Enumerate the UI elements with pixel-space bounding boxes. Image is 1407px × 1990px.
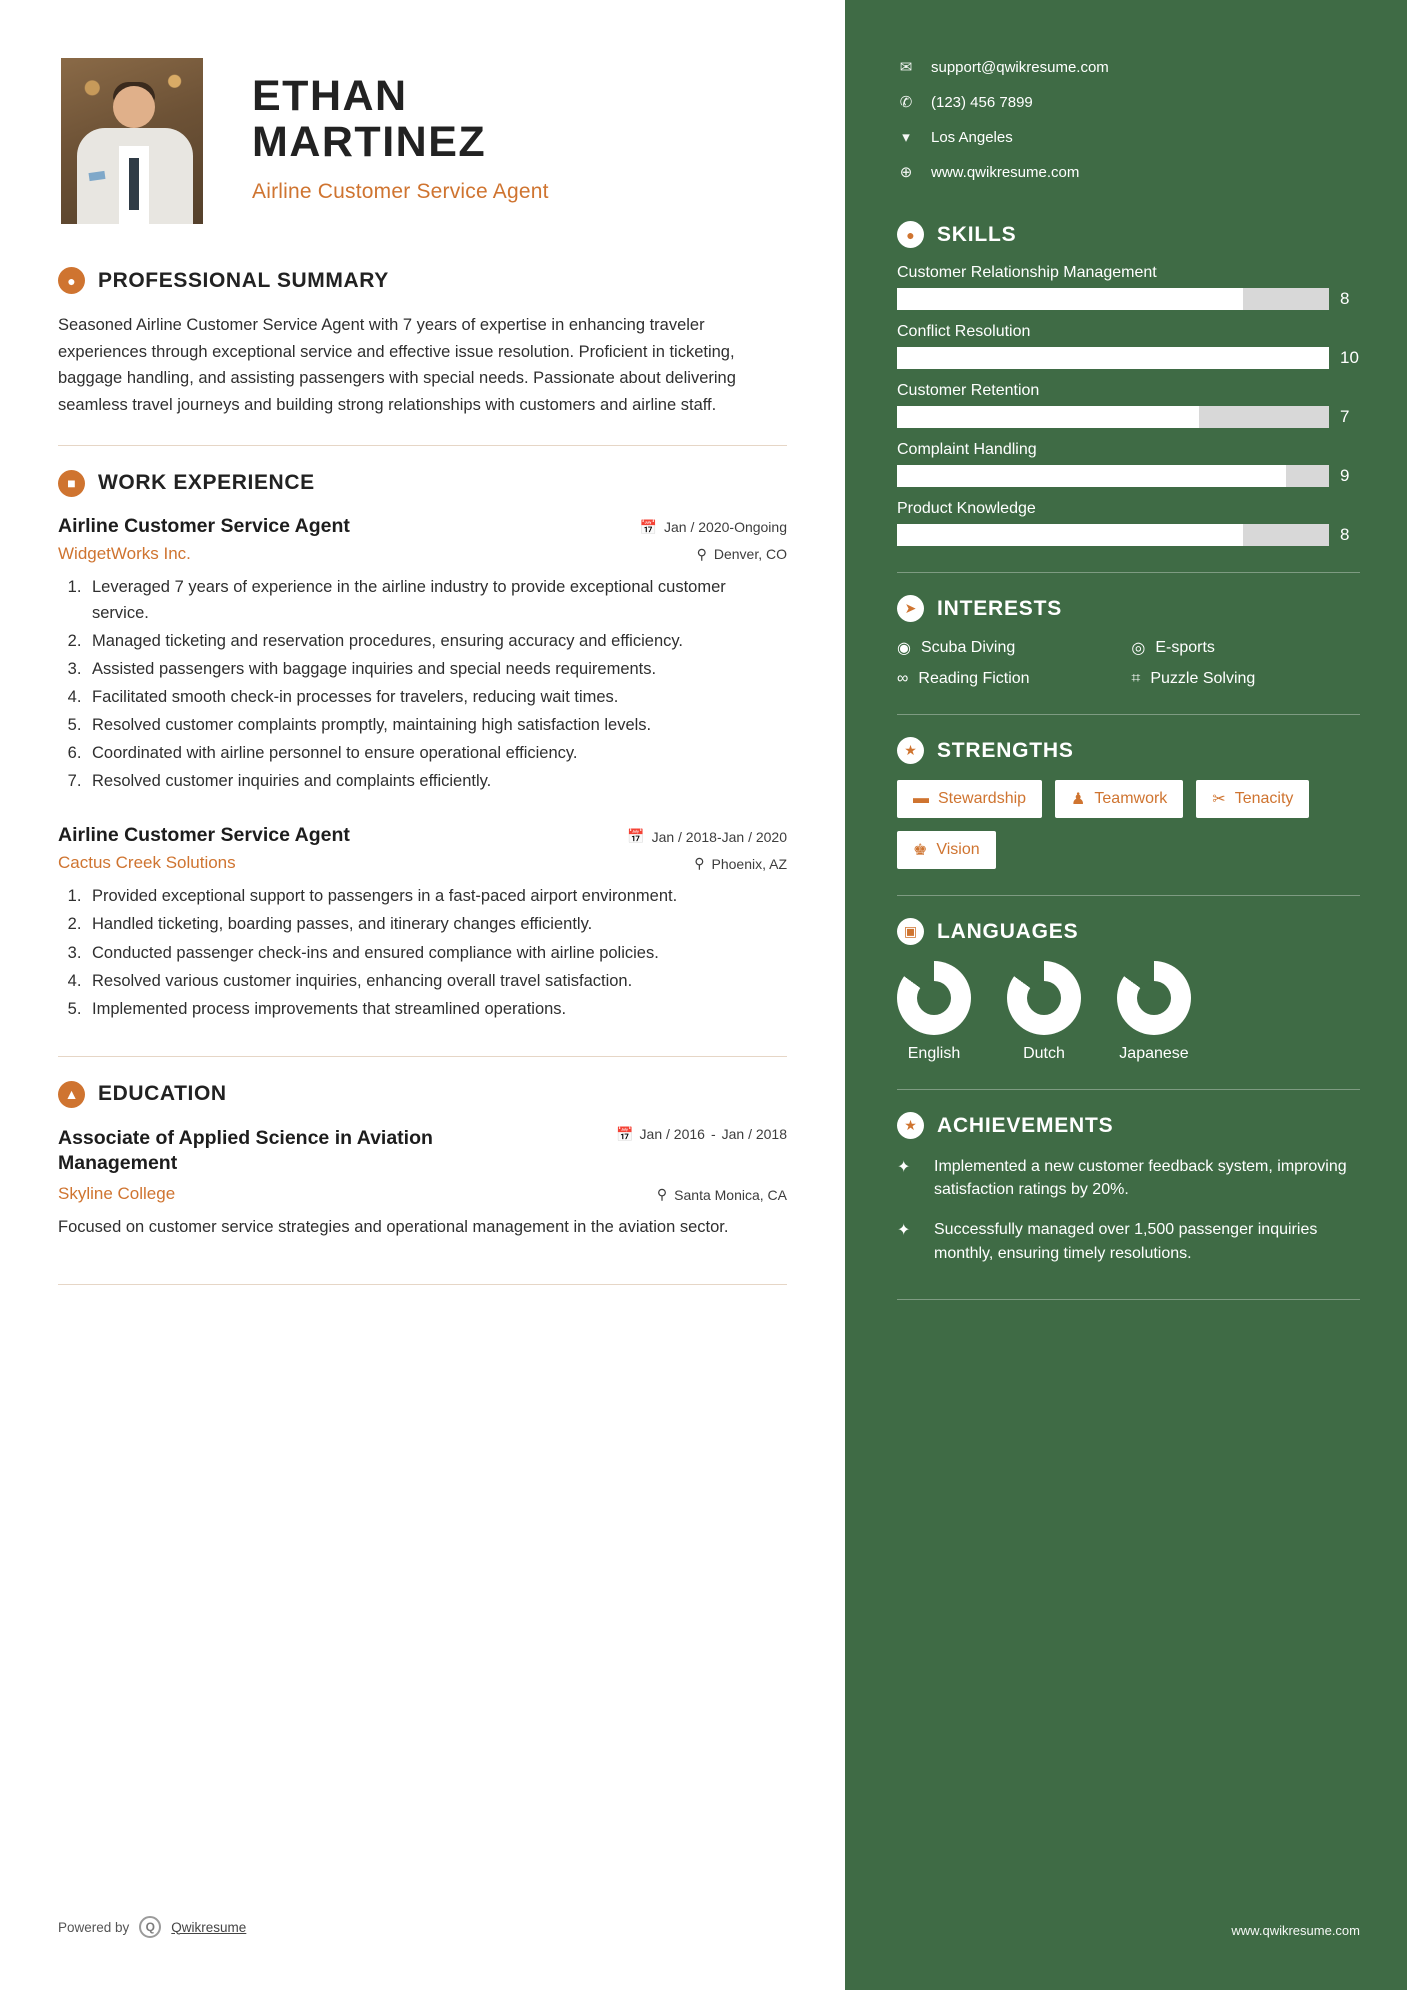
- strength-item: [897, 780, 1042, 818]
- language-item: [897, 961, 971, 1063]
- strength-label: Tenacity: [1234, 790, 1294, 807]
- education-degree: Associate of Applied Science in Aviation Management: [58, 1126, 433, 1175]
- education-date-separator: -: [710, 1126, 716, 1143]
- job-bullets: [86, 883, 787, 1021]
- location-pin-icon: ▾: [902, 129, 910, 146]
- languages-section: [897, 918, 1360, 1063]
- interests-list: [897, 638, 1360, 688]
- skills-section: [897, 221, 1360, 546]
- lightbulb-icon: ●: [897, 221, 924, 248]
- language-progress-donut: [1007, 961, 1081, 1035]
- skills-title: SKILLS: [937, 222, 1017, 246]
- job-dates-wrap: [627, 828, 787, 845]
- divider: [897, 1089, 1360, 1090]
- user-icon: ●: [58, 267, 85, 294]
- strength-item: [1196, 780, 1309, 818]
- name-block: [252, 55, 549, 204]
- education-date-start: Jan / 2016: [639, 1125, 705, 1142]
- skill-bar: [897, 465, 1329, 487]
- contact-email-value: support@qwikresume.com: [931, 58, 1109, 76]
- interests-title: INTERESTS: [937, 596, 1063, 620]
- languages-title: LANGUAGES: [937, 919, 1079, 943]
- skill-bar: [897, 524, 1329, 546]
- list-item: 4. Facilitated smooth check-in processes for travelers, reducing wait times.: [86, 684, 787, 710]
- divider: [58, 1284, 787, 1285]
- job-company: Cactus Creek Solutions: [58, 853, 236, 873]
- award-icon: ✦: [897, 1159, 911, 1176]
- divider: [897, 572, 1360, 573]
- list-item: 2. Managed ticketing and reservation procedures, ensuring accuracy and efficiency.: [86, 628, 787, 654]
- skill-label: Conflict Resolution: [897, 323, 1031, 340]
- people-icon: ♟: [1071, 791, 1086, 808]
- divider: [58, 445, 787, 446]
- strength-label: Vision: [936, 841, 980, 858]
- list-item: 5. Resolved customer complaints promptly, maintaining high satisfaction levels.: [86, 712, 787, 738]
- contact-location: [897, 128, 1360, 146]
- strength-label: Teamwork: [1094, 790, 1168, 807]
- link-icon: ✂: [1212, 791, 1226, 808]
- skill-bar: [897, 288, 1329, 310]
- binoculars-icon: ♚: [913, 842, 928, 859]
- location-pin-icon: ⚲: [656, 1186, 668, 1203]
- education-title: EDUCATION: [98, 1082, 227, 1106]
- star-icon: ★: [897, 1112, 924, 1139]
- divider: [897, 1299, 1360, 1300]
- skill-item: [897, 382, 1360, 428]
- language-item: [1117, 961, 1191, 1063]
- envelope-icon: ✉: [899, 59, 913, 76]
- list-item: 5. Implemented process improvements that streamlined operations.: [86, 996, 787, 1022]
- work-item: [58, 515, 787, 795]
- book-icon: ∞: [897, 670, 909, 687]
- language-label: Dutch: [1023, 1045, 1065, 1062]
- contact-website[interactable]: [897, 163, 1360, 181]
- interest-item: [897, 670, 1105, 688]
- achievement-item: [897, 1218, 1360, 1264]
- job-dates-wrap: [640, 519, 787, 536]
- contact-location-value: Los Angeles: [931, 128, 1013, 146]
- interests-heading: [897, 595, 1360, 622]
- contact-website-value: www.qwikresume.com: [931, 163, 1080, 181]
- summary-title: PROFESSIONAL SUMMARY: [98, 268, 389, 292]
- language-label: Japanese: [1119, 1045, 1189, 1062]
- contact-email[interactable]: [897, 58, 1360, 76]
- list-item: 1. Leveraged 7 years of experience in the airline industry to provide exceptional customer service.: [86, 574, 787, 626]
- location-pin-icon: ⚲: [696, 545, 707, 562]
- strength-item: [897, 831, 996, 869]
- interest-item: [897, 638, 1105, 658]
- suitcase-icon: ▬: [913, 790, 929, 807]
- first-name: ETHAN: [252, 72, 408, 120]
- job-dates: Jan / 2018-Jan / 2020: [651, 828, 787, 845]
- skills-heading: [897, 221, 1360, 248]
- job-location-wrap: [697, 546, 787, 563]
- education-school: Skyline College: [58, 1184, 176, 1204]
- job-location-wrap: [694, 855, 787, 872]
- interest-item: [1131, 638, 1339, 658]
- work-item: [58, 824, 787, 1021]
- paper-plane-icon: ➤: [897, 595, 924, 622]
- skill-value: 10: [1340, 348, 1359, 367]
- resume-right-column: [845, 0, 1407, 1990]
- education-date-end: Jan / 2018: [721, 1125, 787, 1142]
- interest-item: [1131, 670, 1339, 688]
- job-location: Phoenix, AZ: [711, 855, 787, 872]
- graduation-cap-icon: ▲: [58, 1081, 85, 1108]
- interest-label: E-sports: [1155, 639, 1215, 656]
- work-heading: [58, 470, 787, 497]
- language-item: [1007, 961, 1081, 1063]
- languages-list: [897, 961, 1360, 1063]
- gamepad-icon: ◎: [1131, 640, 1146, 657]
- skill-label: Customer Retention: [897, 382, 1040, 399]
- qwikresume-logo-icon: Q: [139, 1916, 161, 1938]
- footer-website: www.qwikresume.com: [1231, 1923, 1360, 1938]
- location-pin-icon: ⚲: [694, 855, 705, 872]
- strength-label: Stewardship: [938, 790, 1027, 807]
- profile-photo: [58, 55, 206, 227]
- skill-label: Complaint Handling: [897, 441, 1037, 458]
- education-dates: [616, 1126, 787, 1144]
- education-location-wrap: [657, 1186, 787, 1203]
- achievements-section: [897, 1112, 1360, 1265]
- globe-icon: ⊕: [899, 164, 913, 181]
- achievement-text: Successfully managed over 1,500 passenger inquiries monthly, ensuring timely resolutions.: [934, 1221, 1318, 1262]
- job-role: Airline Customer Service Agent: [58, 514, 350, 537]
- skill-item: [897, 441, 1360, 487]
- job-bullets: [86, 574, 787, 795]
- fist-icon: ★: [897, 737, 924, 764]
- list-item: 3. Assisted passengers with baggage inquiries and special needs requirements.: [86, 656, 787, 682]
- job-role: Airline Customer Service Agent: [58, 824, 350, 847]
- language-progress-donut: [897, 961, 971, 1035]
- skill-label: Customer Relationship Management: [897, 264, 1157, 281]
- interest-label: Puzzle Solving: [1150, 670, 1256, 687]
- list-item: 2. Handled ticketing, boarding passes, and itinerary changes efficiently.: [86, 911, 787, 937]
- summary-section: [58, 267, 787, 419]
- skill-label: Product Knowledge: [897, 500, 1036, 517]
- skill-value: 8: [1340, 525, 1350, 544]
- contact-list: [897, 58, 1360, 181]
- list-item: 6. Coordinated with airline personnel to ensure operational efficiency.: [86, 740, 787, 766]
- strengths-section: [897, 737, 1360, 869]
- id-card-icon: ▣: [897, 918, 924, 945]
- award-icon: ✦: [897, 1222, 911, 1240]
- language-progress-donut: [1117, 961, 1191, 1035]
- briefcase-icon: ■: [58, 470, 85, 497]
- skill-bar: [897, 347, 1329, 369]
- work-title: WORK EXPERIENCE: [98, 471, 315, 495]
- achievements-heading: [897, 1112, 1360, 1139]
- education-heading: [58, 1081, 787, 1108]
- divider: [897, 895, 1360, 896]
- puzzle-icon: ⌗: [1131, 670, 1141, 687]
- calendar-icon: 📅: [616, 1125, 634, 1142]
- skill-value: 9: [1340, 466, 1350, 485]
- list-item: 3. Conducted passenger check-ins and ensured compliance with airline policies.: [86, 940, 787, 966]
- scuba-icon: ◉: [897, 640, 911, 657]
- job-dates: Jan / 2020-Ongoing: [664, 519, 787, 536]
- divider: [897, 714, 1360, 715]
- footer-branding: [58, 1916, 246, 1938]
- summary-text: Seasoned Airline Customer Service Agent with 7 years of expertise in enhancing traveler experiences through exceptional service and effective issue resolution. Proficient in ticketing, baggage handling, and assisting passengers with special needs. Passionate about delivering seamless travel journeys and building strong relationships with customers and airline staff.: [58, 316, 736, 415]
- education-section: [58, 1081, 787, 1241]
- strengths-heading: [897, 737, 1360, 764]
- work-section: [58, 470, 787, 1022]
- job-location: Denver, CO: [713, 546, 787, 563]
- powered-by-label: Powered by: [58, 1919, 130, 1935]
- skill-value: 8: [1340, 289, 1350, 308]
- education-description: Focused on customer service strategies and operational management in the aviation sector.: [58, 1218, 729, 1237]
- achievement-item: [897, 1155, 1360, 1201]
- skill-item: [897, 323, 1360, 369]
- phone-icon: ✆: [899, 94, 913, 111]
- last-name: MARTINEZ: [252, 118, 487, 167]
- skill-item: [897, 500, 1360, 546]
- achievement-text: Implemented a new customer feedback system, improving satisfaction ratings by 20%.: [934, 1158, 1347, 1199]
- calendar-icon: 📅: [639, 518, 658, 535]
- interest-label: Reading Fiction: [918, 670, 1030, 687]
- skill-item: [897, 264, 1360, 310]
- qwikresume-link[interactable]: Qwikresume: [171, 1919, 247, 1935]
- list-item: 1. Provided exceptional support to passengers in a fast-paced airport environment.: [86, 883, 787, 909]
- achievements-title: ACHIEVEMENTS: [937, 1113, 1114, 1137]
- interest-label: Scuba Diving: [920, 639, 1016, 656]
- divider: [58, 1056, 787, 1057]
- list-item: 4. Resolved various customer inquiries, enhancing overall travel satisfaction.: [86, 968, 787, 994]
- education-location: Santa Monica, CA: [674, 1186, 787, 1203]
- contact-phone[interactable]: [897, 93, 1360, 111]
- languages-heading: [897, 918, 1360, 945]
- language-label: English: [907, 1045, 961, 1062]
- strength-item: [1055, 780, 1183, 818]
- headline-job-title: Airline Customer Service Agent: [252, 179, 549, 203]
- resume-header: [58, 55, 787, 227]
- summary-heading: [58, 267, 787, 294]
- contact-phone-value: (123) 456 7899: [931, 93, 1033, 111]
- job-company: WidgetWorks Inc.: [58, 543, 191, 563]
- strengths-title: STRENGTHS: [937, 738, 1074, 762]
- strengths-list: [897, 780, 1360, 869]
- skill-bar: [897, 406, 1329, 428]
- calendar-icon: 📅: [627, 828, 645, 845]
- list-item: 7. Resolved customer inquiries and complaints efficiently.: [86, 768, 787, 794]
- skill-value: 7: [1340, 407, 1350, 426]
- interests-section: [897, 595, 1360, 688]
